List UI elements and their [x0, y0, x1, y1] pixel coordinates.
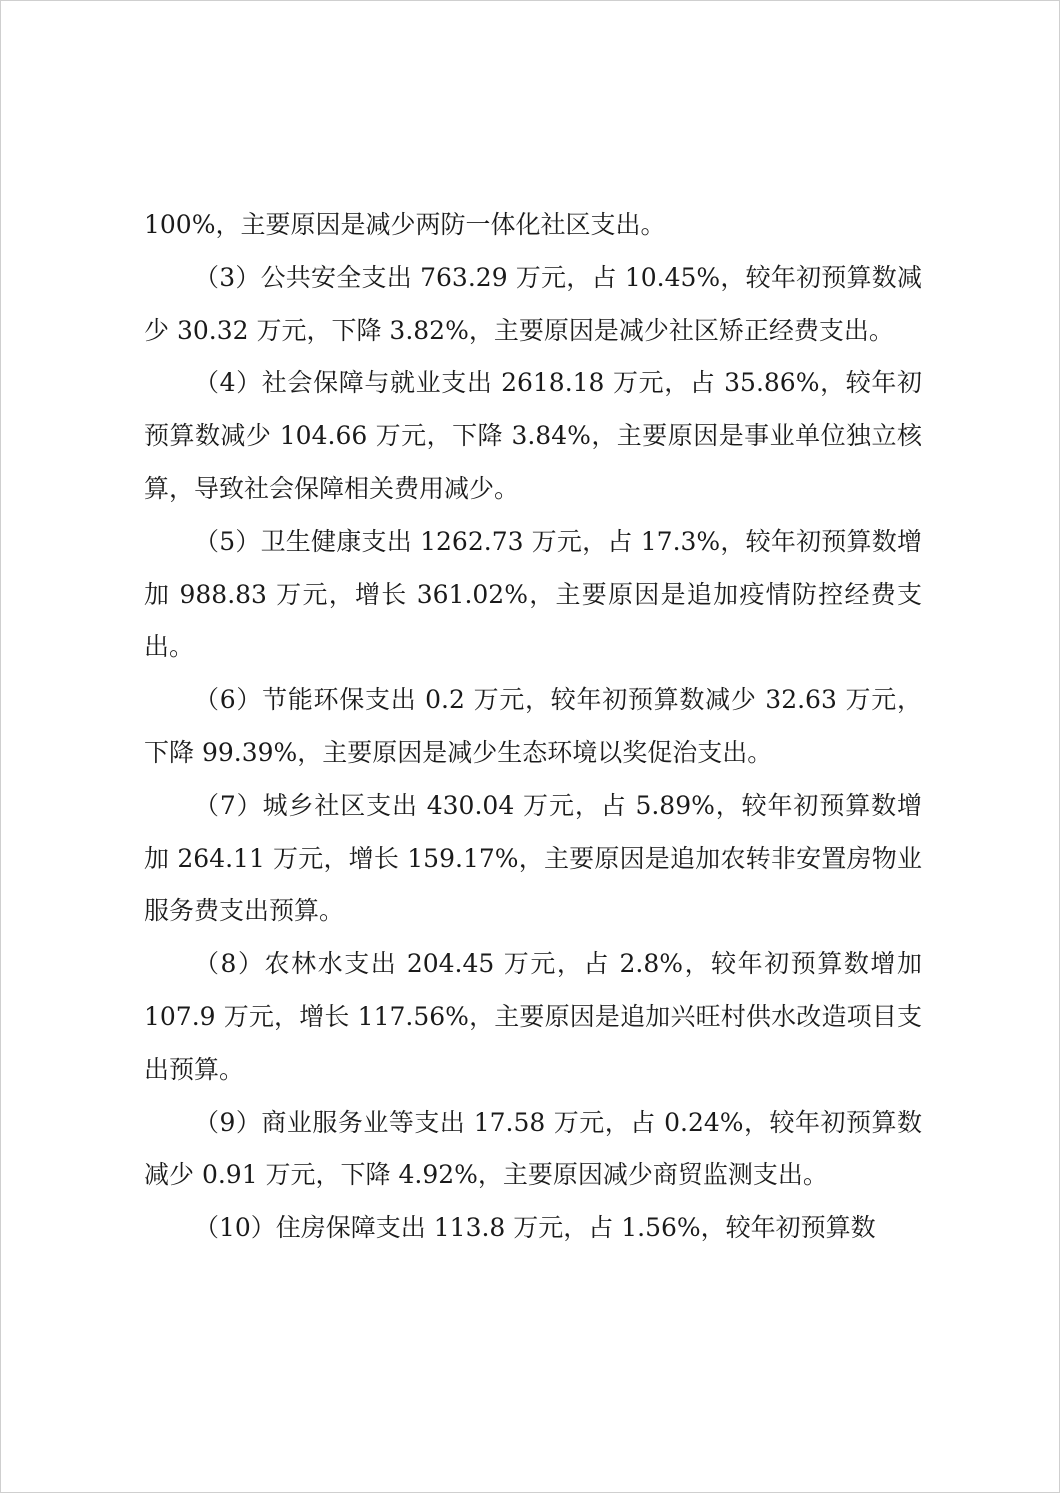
paragraph-continuation: 100%，主要原因是减少两防一体化社区支出。 [144, 210, 666, 239]
paragraph-environment: （6）节能环保支出 0.2 万元，较年初预算数减少 32.63 万元，下降 99.39%，主要原因是减少生态环境以奖促治支出。 [144, 685, 922, 767]
paragraph-agriculture: （8）农林水支出 204.45 万元，占 2.8%，较年初预算数增加 107.9 万元，增长 117.56%，主要原因是追加兴旺村供水改造项目支出预算。 [144, 949, 922, 1084]
paragraph-housing: （10）住房保障支出 113.8 万元，占 1.56%，较年初预算数 [194, 1213, 876, 1243]
paragraph-public-security: （3）公共安全支出 763.29 万元，占 10.45%，较年初预算数减少 30.32 万元，下降 3.82%，主要原因是减少社区矫正经费支出。 [144, 262, 922, 345]
paragraph-commerce: （9）商业服务业等支出 17.58 万元，占 0.24%，较年初预算数减少 0.91 万元，下降 4.92%，主要原因减少商贸监测支出。 [144, 1107, 922, 1190]
body-text [144, 199, 922, 1255]
paragraph-urban-rural: （7）城乡社区支出 430.04 万元，占 5.89%，较年初预算数增加 264.11 万元，增长 159.17%，主要原因是追加农转非安置房物业服务费支出预算。 [144, 790, 922, 926]
paragraph-social-security: （4）社会保障与就业支出 2618.18 万元，占 35.86%，较年初预算数减少 104.66 万元，下降 3.84%，主要原因是事业单位独立核算，导致社会保障相关费用减少。 [144, 368, 922, 503]
paragraph-health: （5）卫生健康支出 1262.73 万元，占 17.3%，较年初预算数增加 988.83 万元，增长 361.02%，主要原因是追加疫情防控经费支出。 [144, 526, 922, 662]
